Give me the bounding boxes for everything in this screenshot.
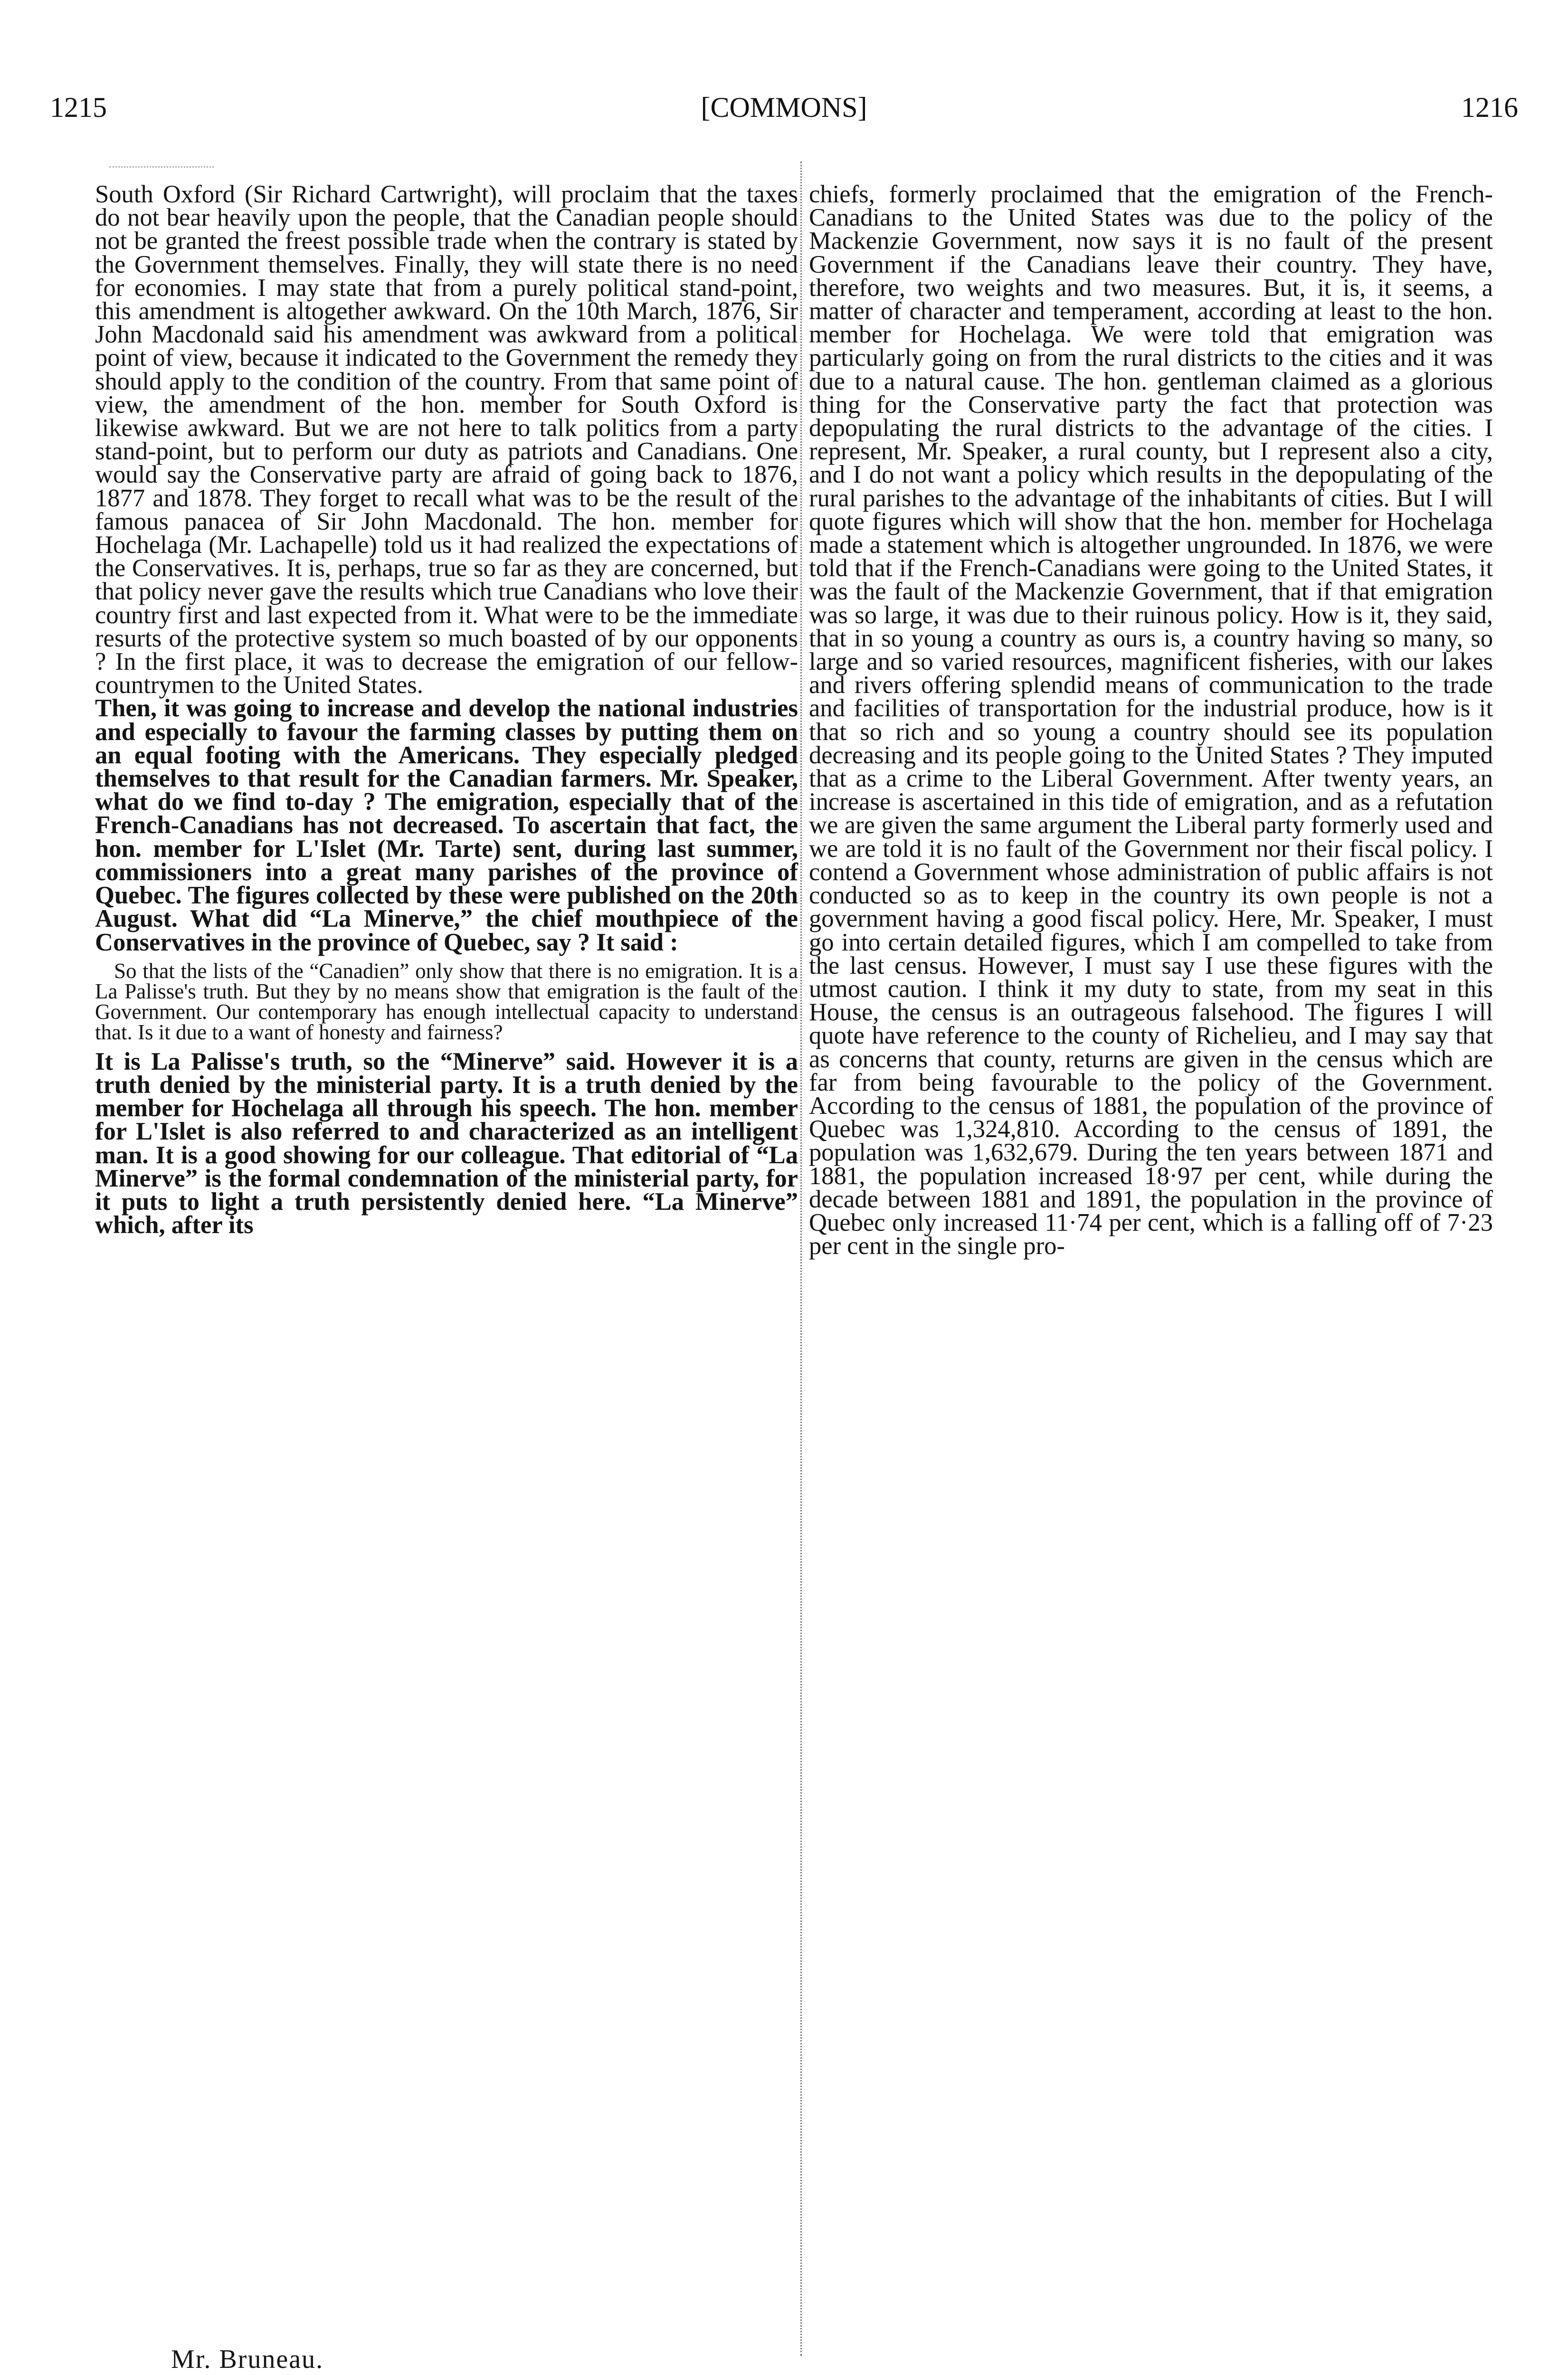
left-page-number: 1215 (50, 92, 107, 123)
minerve-quotation: So that the lists of the “Canadien” only show that there is no emigration. It is a La Palisse's truth. But they by no means show that emigration is the fault of the Government. Our contemporary has enough intellectual capacity to understand that. Is it due to a want of honesty and fairness? (95, 959, 798, 1044)
left-paragraph-2: Then, it was going to increase and develop the national industries and especially to favour the farming classes by putting them on an equal footing with the Americans. They especially pledged themselves to that result for the Canadian farmers. Mr. Speaker, what do we find to-day ? The emigration, especially that of the French-Canadians has not decreased. To ascertain that fact, the hon. member for L'Islet (Mr. Tarte) sent, during last summer, commissioners into a great many parishes of the province of Quebec. The figures collected by these were published on the 20th August. What did “La Minerve,” the chief mouthpiece of the Conservatives in the province of Quebec, say ? It said : (95, 694, 798, 956)
right-page-number: 1216 (1461, 92, 1518, 123)
speaker-footer: Mr. Bruneau. (171, 2345, 324, 2374)
left-paragraph-3: It is La Palisse's truth, so the “Minerve” said. However it is a truth denied by the ministerial party. It is a truth denied by the member for Hochelaga all through his speech. The hon. member for L'Islet is also referred to and characterized as an intelligent man. It is a good showing for our colleague. That editorial of “La Minerve” is the formal condemnation of the ministerial party, for it puts to light a truth persistently denied here. “La Minerve” which, after its (95, 1047, 798, 1239)
section-title: [COMMONS] (701, 92, 867, 123)
page-header (50, 84, 1518, 131)
right-column (809, 180, 1493, 1260)
right-paragraph-1: chiefs, formerly proclaimed that the emigration of the French-Canadians to the United States was due to the policy of the Mackenzie Government, now says it is no fault of the present Government if the Canadians leave their country. They have, therefore, two weights and two measures. But, it is, it seems, a matter of character and temperament, according at least to the hon. member for Hochelaga. We were told that emigration was particularly going on from the rural districts to the cities and it was due to a natural cause. The hon. gentleman claimed as a glorious thing for the Conservative party the fact that protection was depopulating the rural districts to the advantage of the cities. I represent, Mr. Speaker, a rural county, but I represent also a city, and I do not want a policy which results in the depopulating of the rural parishes to the advantage of the inhabitants of cities. But I will quote figures which will show that the hon. member for Hochelaga made a statement which is altogether ungrounded. In 1876, we were told that if the French-Canadians were going to the United States, it was the fault of the Mackenzie Government, that if that emigration was so large, it was due to their ruinous policy. How is it, they said, that in so young a country as ours is, a country having so many, so large and so varied resources, magnificent fisheries, with our lakes and rivers offering splendid means of communication to the trade and facilities of transportation for the industrial produce, how is it that so rich and so young a country should see its population decreasing and its people going to the United States ? They imputed that as a crime to the Liberal Government. After twenty years, an increase is ascertained in this tide of emigration, and as a refutation we are given the same argument the Liberal party formerly used and we are told it is no fault of the Government nor their fiscal policy. I contend a Government whose administration of public affairs is not conducted so as to keep in the country its own people is not a government having a good fiscal policy. Here, Mr. Speaker, I must go into certain detailed figures, which I am compelled to take from the last census. However, I must say I use these figures with the utmost caution. I think it my duty to state, from my seat in this House, the census is an outrageous falsehood. The figures I will quote have reference to the county of Richelieu, and I may say that as concerns that county, returns are given in the census which are far from being favourable to the policy of the Government. According to the census of 1881, the population of the province of Quebec was 1,324,810. According to the census of 1891, the population was 1,632,679. During the ten years between 1871 and 1881, the population increased 18·97 per cent, while during the decade between 1881 and 1891, the population in the province of Quebec only increased 11·74 per cent, which is a falling off of 7·23 per cent in the single pro- (809, 180, 1493, 1260)
left-paragraph-1: South Oxford (Sir Richard Cartwright), will proclaim that the taxes do not bear heavily upon the people, that the Canadian people should not be granted the freest possible trade when the contrary is stated by the Government themselves. Finally, they will state there is no need for economies. I may state that from a purely political stand-point, this amendment is altogether awkward. On the 10th March, 1876, Sir John Macdonald said his amendment was awkward from a political point of view, because it indicated to the Government the remedy they should apply to the condition of the country. From that same point of view, the amendment of the hon. member for South Oxford is likewise awkward. But we are not here to talk politics from a party stand-point, but to perform our duty as patriots and Canadians. One would say the Conservative party are afraid of going back to 1876, 1877 and 1878. They forget to recall what was to be the result of the famous panacea of Sir John Macdonald. The hon. member for Hochelaga (Mr. Lachapelle) told us it had realized the expectations of the Conservatives. It is, perhaps, true so far as they are concerned, but that policy never gave the results which true Canadians who love their country first and last expected from it. What were to be the immediate resurts of the protective system so much boasted of by our opponents ? In the first place, it was to decrease the emigration of our fellow-countrymen to the United States. (95, 180, 798, 699)
print-artifact (109, 166, 214, 173)
left-column (95, 180, 798, 1239)
column-divider (800, 162, 802, 2356)
